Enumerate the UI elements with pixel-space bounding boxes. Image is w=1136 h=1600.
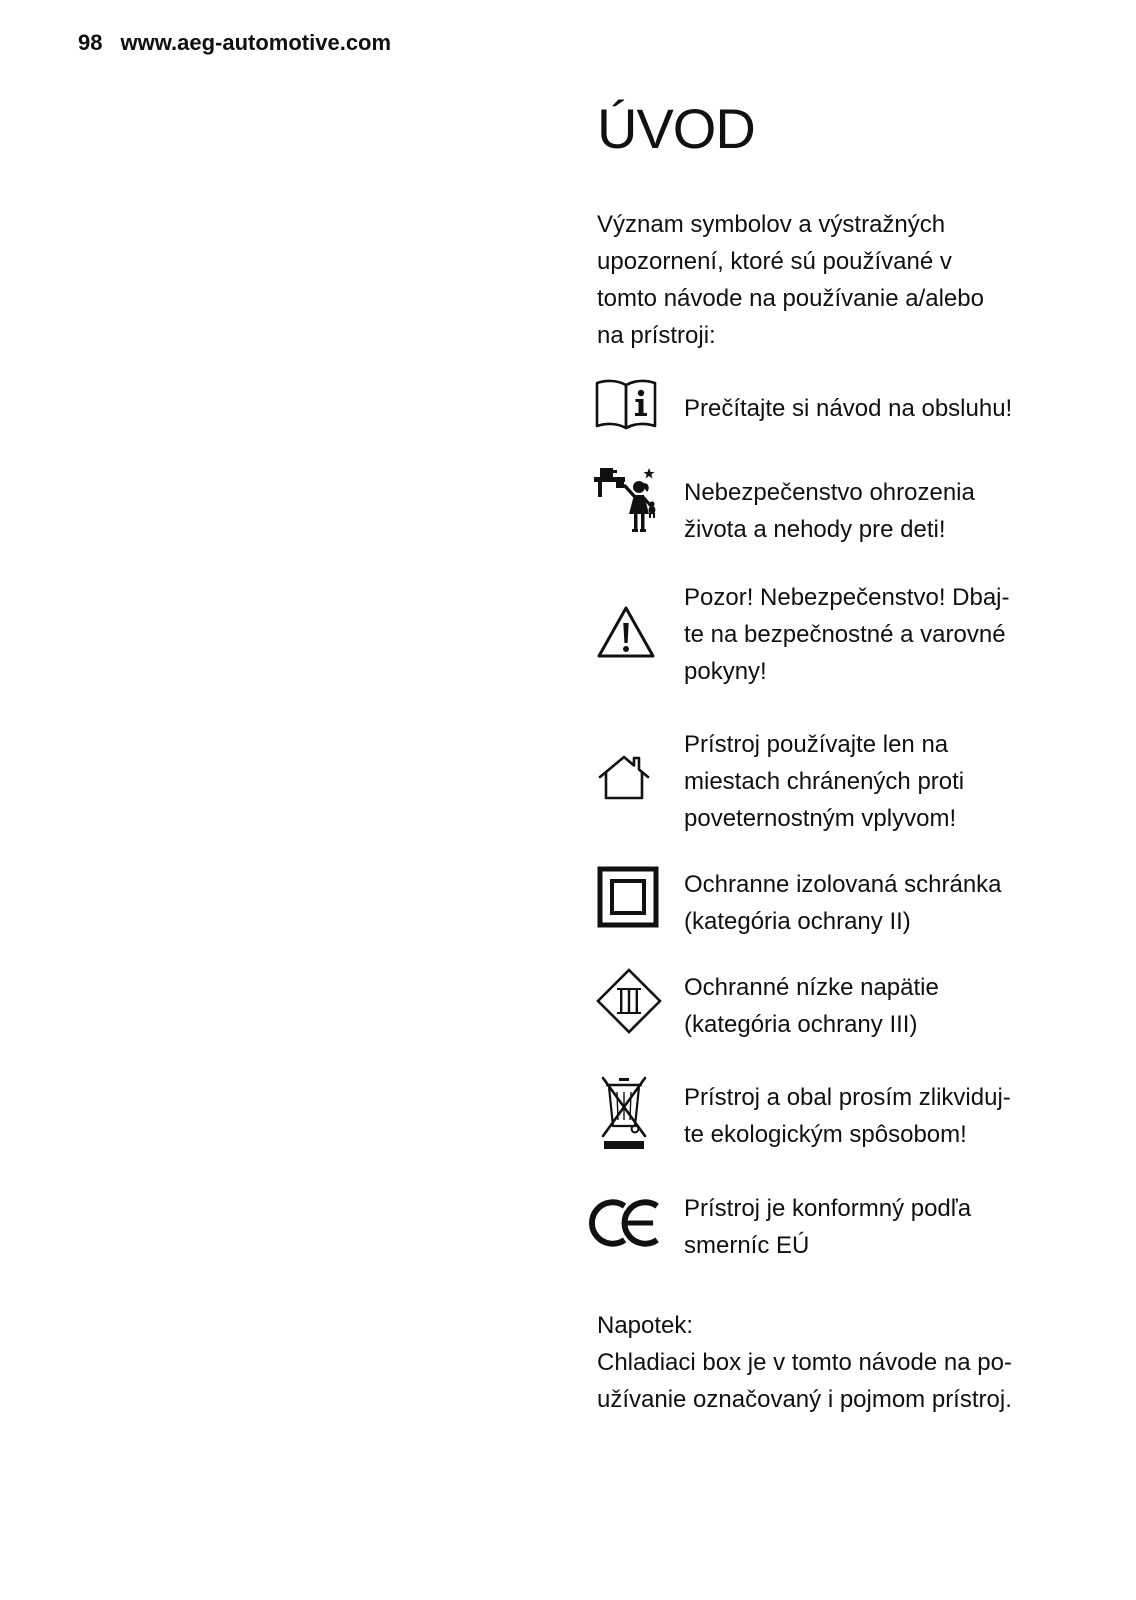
page-title: ÚVOD xyxy=(597,97,755,160)
description-line: pokyny! xyxy=(684,658,767,685)
description-line: Prístroj a obal prosím zlikviduj- xyxy=(684,1084,1011,1111)
description-line: Prečítajte si návod na obsluhu! xyxy=(684,395,1013,422)
note-label: Napotek: xyxy=(597,1312,694,1339)
description-line: te na bezpečnostné a varovné xyxy=(684,621,1006,648)
description-line: poveternostným vplyvom! xyxy=(684,805,957,832)
symbol-row-ce xyxy=(588,1190,1128,1264)
protection-class-2-icon xyxy=(597,866,659,928)
symbol-description xyxy=(684,474,975,548)
description-line: miestach chránených proti xyxy=(684,768,965,795)
website-url: www.aeg-automotive.com xyxy=(120,30,392,55)
symbol-description xyxy=(684,866,1002,940)
symbol-row-warning xyxy=(588,579,1128,691)
symbol-row-read-manual xyxy=(588,376,1128,436)
page-number: 98 xyxy=(78,30,103,55)
description-line: (kategória ochrany II) xyxy=(684,908,911,935)
page-header xyxy=(78,28,391,58)
symbol-row-protection-class-2 xyxy=(588,866,1128,940)
description-line: Nebezpečenstvo ohrozenia xyxy=(684,479,975,506)
symbol-description xyxy=(684,969,939,1043)
intro-line: na prístroji: xyxy=(597,322,716,349)
symbol-description xyxy=(684,579,1010,690)
child-danger-icon xyxy=(594,465,656,537)
description-line: života a nehody pre deti! xyxy=(684,516,946,543)
symbol-description xyxy=(684,1079,1011,1153)
description-line: Pozor! Nebezpečenstvo! Dbaj- xyxy=(684,584,1010,611)
intro-paragraph xyxy=(597,206,984,354)
symbol-description xyxy=(684,390,1012,427)
ce-mark-icon xyxy=(588,1194,662,1252)
intro-line: upozornení, ktoré sú používané v xyxy=(597,248,952,275)
read-manual-icon xyxy=(595,376,657,432)
symbol-row-disposal xyxy=(588,1074,1128,1154)
symbol-description xyxy=(684,1190,971,1264)
warning-triangle-icon xyxy=(596,604,656,660)
symbol-description xyxy=(684,726,964,837)
note-paragraph xyxy=(597,1307,1012,1418)
symbol-row-child-danger xyxy=(588,465,1128,549)
description-line: Ochranne izolovaná schránka xyxy=(684,871,1002,898)
weee-crossed-bin-icon xyxy=(600,1074,648,1152)
note-line: Chladiaci box je v tomto návode na po- xyxy=(597,1349,1012,1376)
protection-class-3-icon xyxy=(596,968,662,1034)
description-line: Prístroj používajte len na xyxy=(684,731,949,758)
description-line: (kategória ochrany III) xyxy=(684,1011,918,1038)
description-line: te ekologickým spôsobom! xyxy=(684,1121,967,1148)
description-line: smerníc EÚ xyxy=(684,1232,810,1259)
description-line: Prístroj je konformný podľa xyxy=(684,1195,972,1222)
intro-line: tomto návode na používanie a/alebo xyxy=(597,285,984,312)
note-line: užívanie označovaný i pojmom prístroj. xyxy=(597,1386,1012,1413)
description-line: Ochranné nízke napätie xyxy=(684,974,939,1001)
intro-line: Význam symbolov a výstražných xyxy=(597,211,946,238)
symbol-row-protection-class-3 xyxy=(588,968,1128,1043)
symbol-row-indoor-use xyxy=(588,726,1128,838)
indoor-use-house-icon xyxy=(598,754,650,800)
